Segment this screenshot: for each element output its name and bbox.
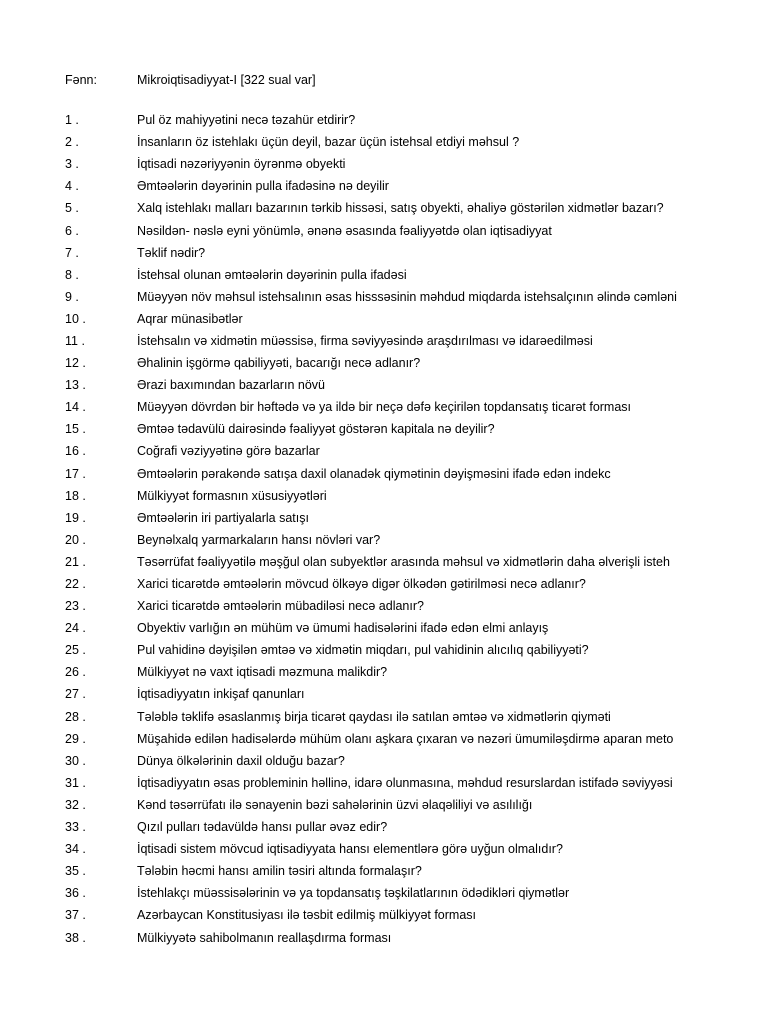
question-text: Coğrafi vəziyyətinə görə bazarlar	[137, 444, 320, 459]
question-row	[65, 750, 708, 772]
question-row	[65, 529, 708, 551]
question-row	[65, 595, 708, 617]
question-row	[65, 794, 708, 816]
subject-label: Fənn:	[65, 73, 97, 87]
question-number: 11 .	[65, 333, 85, 348]
question-row	[65, 926, 708, 948]
question-row	[65, 352, 708, 374]
question-number: 36 .	[65, 886, 86, 901]
question-text: İqtisadi sistem mövcud iqtisadiyyata hansı elementlərə görə uyğun olmalıdır?	[137, 842, 563, 857]
question-row	[65, 153, 708, 175]
question-number: 10 .	[65, 311, 86, 326]
question-row	[65, 197, 708, 219]
question-text: Tələbin həcmi hansı amilin təsiri altında formalaşır?	[137, 864, 422, 879]
question-number: 37 .	[65, 908, 86, 923]
question-number: 29 .	[65, 731, 86, 746]
question-number: 27 .	[65, 687, 86, 702]
question-row	[65, 507, 708, 529]
question-text: İstehsalın və xidmətin müəssisə, firma səviyyəsində araşdırılması və idarəedilməsi	[137, 333, 593, 348]
question-text: Müşahidə edilən hadisələrdə mühüm olanı aşkara çıxaran və nəzəri ümumiləşdirmə aparan meto	[137, 731, 674, 746]
question-number: 26 .	[65, 665, 86, 680]
question-text: İstehlakçı müəssisələrinin və ya topdansatış təşkilatlarının ödədikləri qiymətlər	[137, 886, 570, 901]
question-row	[65, 242, 708, 264]
question-number: 7 .	[65, 245, 79, 260]
question-text: Nəsildən- nəslə eyni yönümlə, ənənə əsasında fəaliyyətdə olan iqtisadiyyat	[137, 223, 552, 238]
question-text: Mülkiyyətə sahibolmanın reallaşdırma forması	[137, 930, 392, 945]
question-row	[65, 573, 708, 595]
question-text: Obyektiv varlığın ən mühüm və ümumi hadisələrini ifadə edən elmi anlayış	[137, 621, 549, 636]
question-row	[65, 374, 708, 396]
question-row	[65, 463, 708, 485]
question-text: Qızıl pulları tədavüldə hansı pullar əvəz edir?	[137, 820, 388, 835]
question-row	[65, 175, 708, 197]
question-text: Müəyyən növ məhsul istehsalının əsas hisssəsinin məhdud miqdarda istehsalçının əlində cəmləni	[137, 289, 677, 304]
question-text: Əhalinin işgörmə qabiliyyəti, bacarığı necə adlanır?	[137, 356, 421, 371]
question-number: 22 .	[65, 577, 86, 592]
question-number: 9 .	[65, 289, 79, 304]
question-text: İqtisadi nəzəriyyənin öyrənmə obyekti	[137, 157, 346, 172]
question-text: Dünya ölkələrinin daxil olduğu bazar?	[137, 753, 345, 768]
question-number: 33 .	[65, 820, 86, 835]
question-number: 38 .	[65, 930, 86, 945]
question-number: 8 .	[65, 267, 79, 282]
question-row	[65, 219, 708, 241]
question-number: 5 .	[65, 201, 79, 216]
question-number: 18 .	[65, 488, 86, 503]
question-number: 6 .	[65, 223, 79, 238]
question-row	[65, 131, 708, 153]
question-row	[65, 816, 708, 838]
question-text: Əmtəələrin pərakəndə satışa daxil olanadək qiymətinin dəyişməsini ifadə edən indekc	[137, 466, 611, 481]
question-text: Ərazi baxımından bazarların növü	[137, 378, 325, 393]
question-text: Əmtəələrin iri partiyalarla satışı	[137, 510, 309, 525]
question-number: 16 .	[65, 444, 86, 459]
question-number: 3 .	[65, 157, 79, 172]
question-number: 35 .	[65, 864, 86, 879]
question-text: Xarici ticarətdə əmtəələrin mübadiləsi necə adlanır?	[137, 599, 424, 614]
question-number: 34 .	[65, 842, 86, 857]
question-text: Beynəlxalq yarmarkaların hansı növləri var?	[137, 532, 381, 547]
document-header	[65, 70, 755, 90]
question-row	[65, 904, 708, 926]
question-row	[65, 396, 708, 418]
question-number: 24 .	[65, 621, 86, 636]
question-row	[65, 728, 708, 750]
question-text: Xalq istehlakı malları bazarının tərkib hissəsi, satış obyekti, əhaliyə göstərilən xidmətlər bazarı?	[137, 201, 664, 216]
question-row	[65, 286, 708, 308]
question-row	[65, 485, 708, 507]
question-text: Kənd təsərrüfatı ilə sənayenin bəzi sahələrinin üzvi əlaqəliliyi və asılılığı	[137, 797, 533, 812]
question-text: Mülkiyyət formasnın xüsusiyyətləri	[137, 488, 327, 503]
question-text: Təsərrüfat fəaliyyətilə məşğul olan subyektlər arasında məhsul və xidmətlərin daha əlverişli isteh	[137, 554, 670, 569]
question-text: Azərbaycan Konstitusiyası ilə təsbit edilmiş mülkiyyət forması	[137, 908, 477, 923]
question-row	[65, 308, 708, 330]
question-row	[65, 551, 708, 573]
question-number: 19 .	[65, 510, 86, 525]
question-row	[65, 838, 708, 860]
question-row	[65, 882, 708, 904]
question-row	[65, 661, 708, 683]
question-number: 1 .	[65, 113, 79, 128]
question-text: Əmtəələrin dəyərinin pulla ifadəsinə nə deyilir	[137, 179, 389, 194]
question-number: 13 .	[65, 378, 86, 393]
question-text: İqtisadiyyatın əsas probleminin həllinə, idarə olunmasına, məhdud resurslardan istifadə səviyyəsi	[137, 775, 673, 790]
question-text: İstehsal olunan əmtəələrin dəyərinin pulla ifadəsi	[137, 267, 407, 282]
question-number: 14 .	[65, 400, 86, 415]
question-number: 21 .	[65, 554, 86, 569]
question-row	[65, 264, 708, 286]
question-row	[65, 706, 708, 728]
question-row	[65, 440, 708, 462]
question-text: Tələblə təklifə əsaslanmış birja ticarət qaydası ilə satılan əmtəə və xidmətlərin qiyməti	[137, 709, 611, 724]
question-text: İnsanların öz istehlakı üçün deyil, bazar üçün istehsal etdiyi məhsul ?	[137, 135, 520, 150]
question-number: 32 .	[65, 797, 86, 812]
question-number: 20 .	[65, 532, 86, 547]
question-number: 12 .	[65, 356, 86, 371]
question-text: Xarici ticarətdə əmtəələrin mövcud ölkəyə digər ölkədən gətirilməsi necə adlanır?	[137, 577, 586, 592]
question-number: 2 .	[65, 135, 79, 150]
question-number: 15 .	[65, 422, 86, 437]
question-row	[65, 772, 708, 794]
question-text: Aqrar münasibətlər	[137, 311, 243, 326]
question-number: 25 .	[65, 643, 86, 658]
question-number: 28 .	[65, 709, 86, 724]
question-text: Əmtəə tədavülü dairəsində fəaliyyət göstərən kapitala nə deyilir?	[137, 422, 495, 437]
question-number: 4 .	[65, 179, 79, 194]
question-row	[65, 639, 708, 661]
question-row	[65, 617, 708, 639]
question-row	[65, 860, 708, 882]
question-number: 23 .	[65, 599, 86, 614]
question-number: 30 .	[65, 753, 86, 768]
question-number: 17 .	[65, 466, 86, 481]
question-number: 31 .	[65, 775, 86, 790]
question-text: Pul öz mahiyyətini necə təzahür etdirir?	[137, 113, 356, 128]
question-text: Pul vahidinə dəyişilən əmtəə və xidmətin miqdarı, pul vahidinin alıcılıq qabiliyyəti?	[137, 643, 589, 658]
subject-title: Mikroiqtisadiyyat-I [322 sual var]	[137, 73, 316, 87]
question-row	[65, 109, 708, 131]
question-text: Təklif nədir?	[137, 245, 206, 260]
question-list	[65, 109, 708, 949]
question-row	[65, 330, 708, 352]
question-text: Müəyyən dövrdən bir həftədə və ya ildə bir neçə dəfə keçirilən topdansatış ticarət forması	[137, 400, 632, 415]
question-row	[65, 418, 708, 440]
question-text: İqtisadiyyatın inkişaf qanunları	[137, 687, 305, 702]
question-text: Mülkiyyət nə vaxt iqtisadi məzmuna malikdir?	[137, 665, 388, 680]
question-row	[65, 683, 708, 705]
